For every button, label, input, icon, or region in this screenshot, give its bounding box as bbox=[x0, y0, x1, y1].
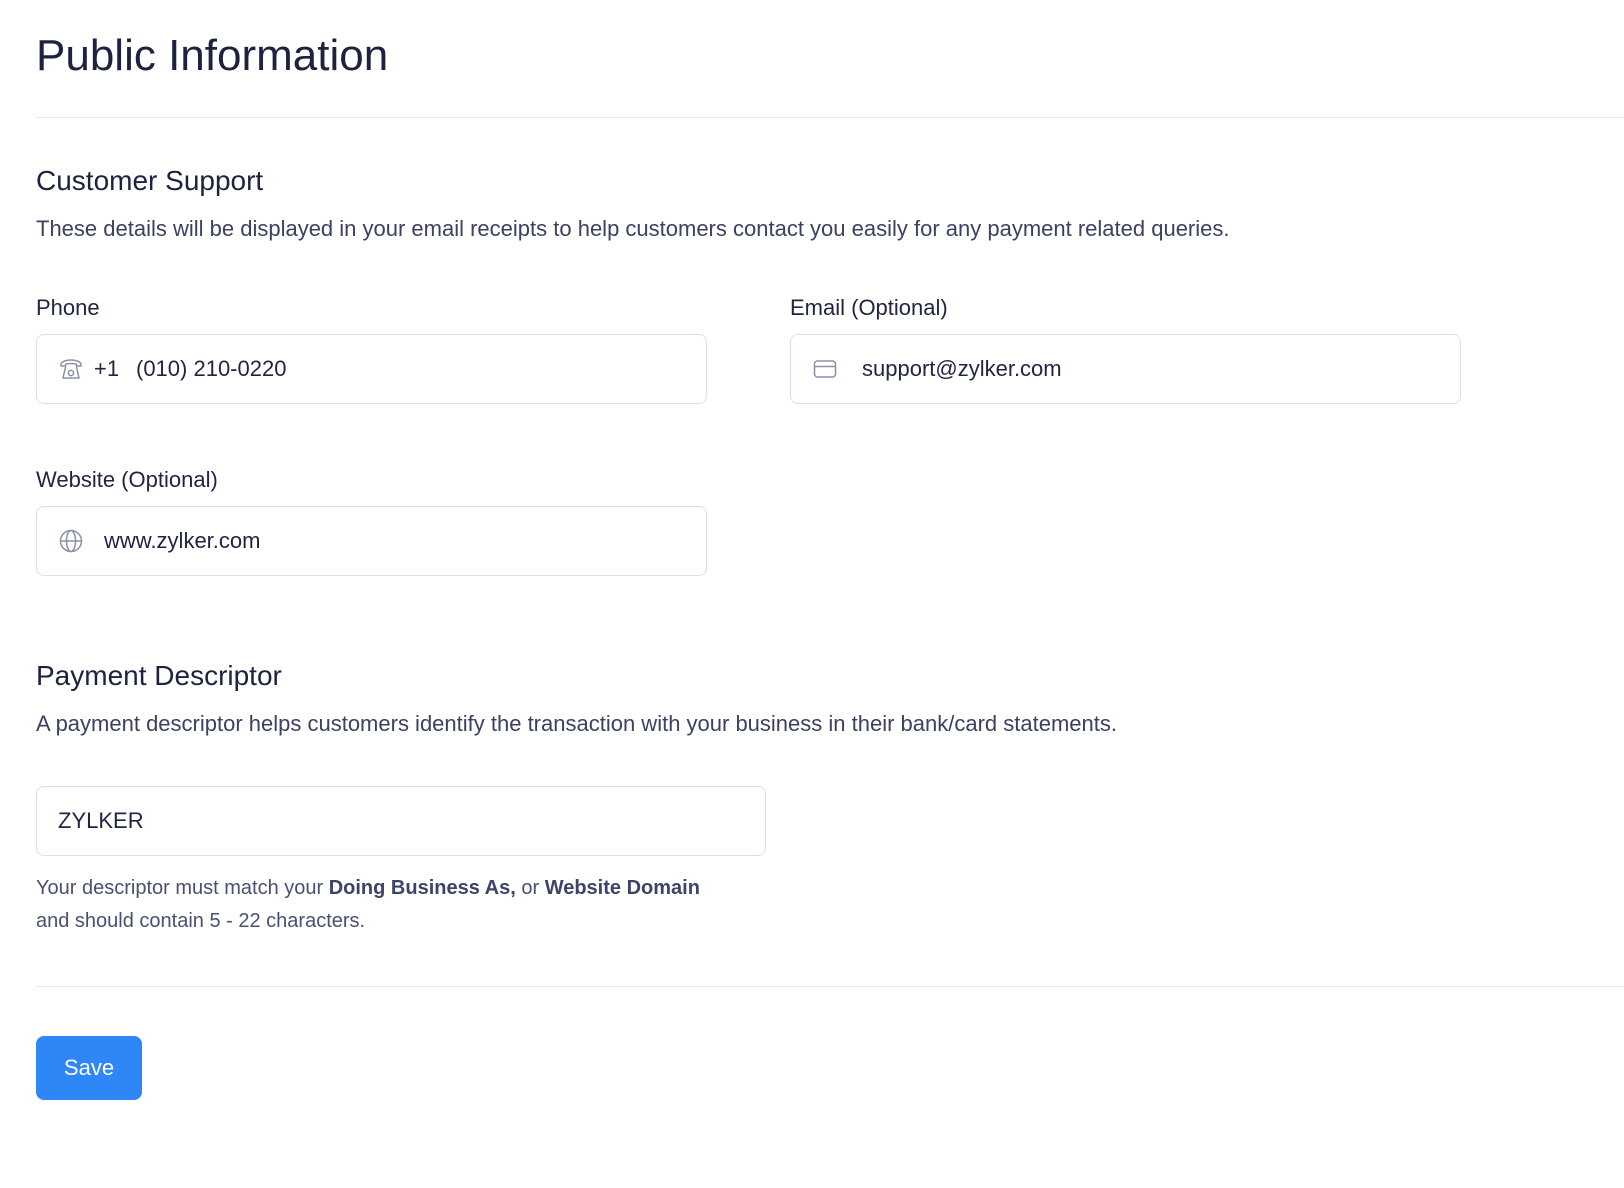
payment-descriptor-description: A payment descriptor helps customers identify the transaction with your business in their bank/card statements. bbox=[36, 711, 1117, 736]
help-text-part2: or bbox=[515, 877, 545, 899]
payment-descriptor-help bbox=[36, 872, 776, 938]
help-text-part3: and should contain 5 - 22 characters. bbox=[36, 910, 366, 932]
envelope-icon bbox=[812, 356, 838, 382]
phone-input[interactable]: (010) 210-0220 bbox=[136, 356, 287, 381]
telephone-icon bbox=[58, 356, 84, 382]
phone-field[interactable] bbox=[36, 334, 707, 404]
payment-descriptor-title: Payment Descriptor bbox=[36, 660, 282, 691]
help-text-website-domain: Website Domain bbox=[544, 877, 700, 899]
help-text-part1: Your descriptor must match your bbox=[36, 877, 329, 899]
email-field[interactable] bbox=[790, 334, 1461, 404]
email-input[interactable]: support@zylker.com bbox=[862, 356, 1062, 381]
website-field[interactable] bbox=[36, 506, 707, 576]
website-input[interactable]: www.zylker.com bbox=[104, 528, 261, 553]
customer-support-description: These details will be displayed in your email receipts to help customers contact you easily for any payment related queries. bbox=[36, 216, 1230, 241]
website-label: Website (Optional) bbox=[36, 467, 218, 492]
help-text-doing-business-as: Doing Business As, bbox=[328, 877, 516, 899]
page-title: Public Information bbox=[36, 31, 389, 80]
payment-descriptor-input[interactable] bbox=[36, 786, 766, 856]
customer-support-title: Customer Support bbox=[36, 165, 264, 196]
payment-descriptor-value[interactable]: ZYLKER bbox=[58, 808, 144, 833]
phone-label: Phone bbox=[36, 295, 100, 320]
save-button[interactable]: Save bbox=[36, 1036, 142, 1100]
email-label: Email (Optional) bbox=[790, 295, 948, 320]
globe-icon bbox=[58, 528, 84, 554]
phone-country-code[interactable]: +1 bbox=[94, 356, 120, 381]
header-divider bbox=[36, 117, 1624, 118]
footer-divider bbox=[36, 986, 1624, 987]
